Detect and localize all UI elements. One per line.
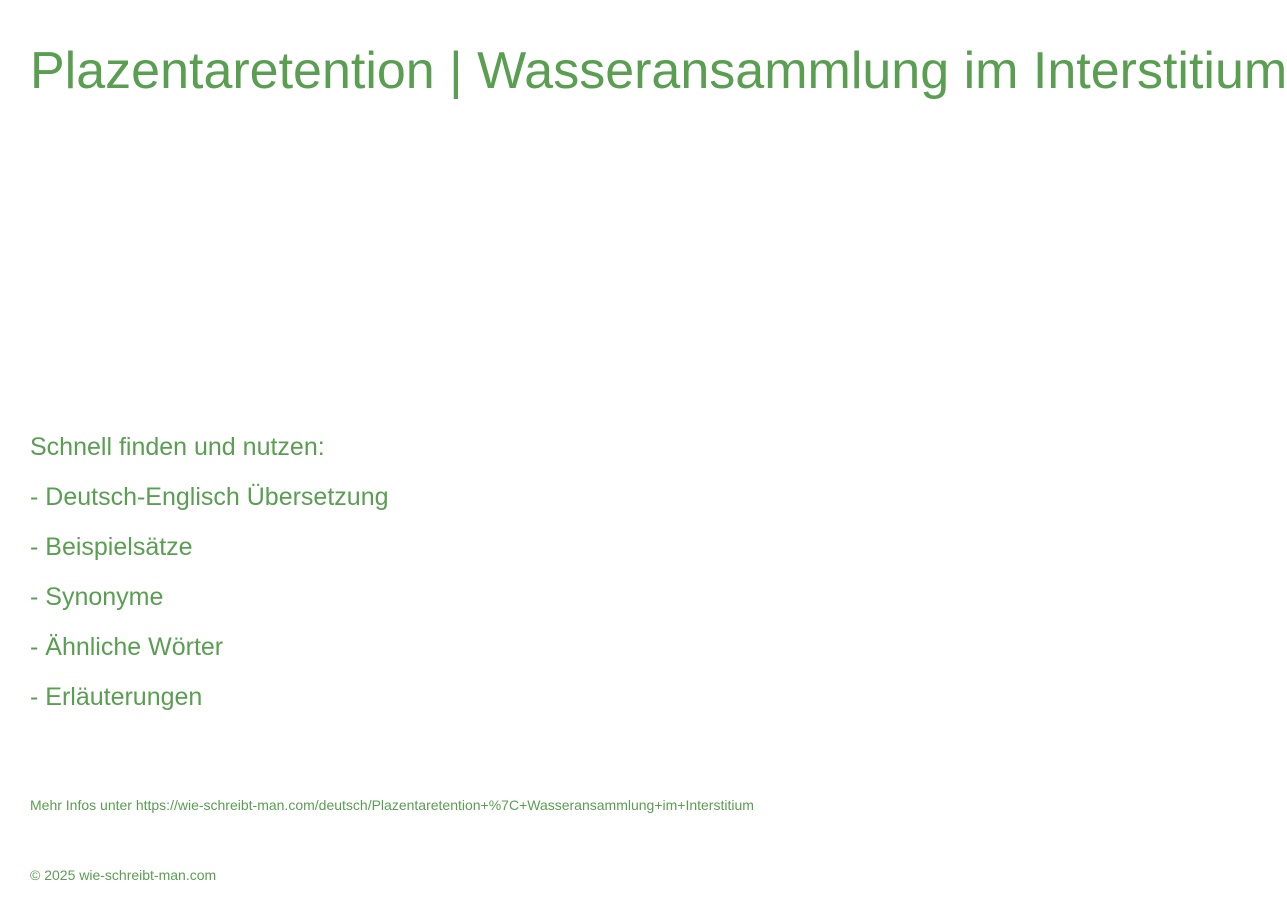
feature-item-example-sentences: - Beispielsätze	[30, 533, 193, 561]
feature-item-translation: - Deutsch-Englisch Übersetzung	[30, 483, 389, 511]
page-title: Plazentaretention | Wasseransammlung im Interstitium	[30, 42, 1287, 100]
feature-list-heading: Schnell finden und nutzen:	[30, 433, 325, 461]
copyright-text: © 2025 wie-schreibt-man.com	[30, 867, 217, 883]
feature-list	[30, 422, 389, 722]
feature-item-explanations: - Erläuterungen	[30, 683, 203, 711]
feature-item-synonyms: - Synonyme	[30, 583, 164, 611]
more-info-text: Mehr Infos unter https://wie-schreibt-man.com/deutsch/Plazentaretention+%7C+Wasseransammlung+im+Interstitium	[30, 797, 754, 813]
feature-item-similar-words: - Ähnliche Wörter	[30, 633, 224, 661]
